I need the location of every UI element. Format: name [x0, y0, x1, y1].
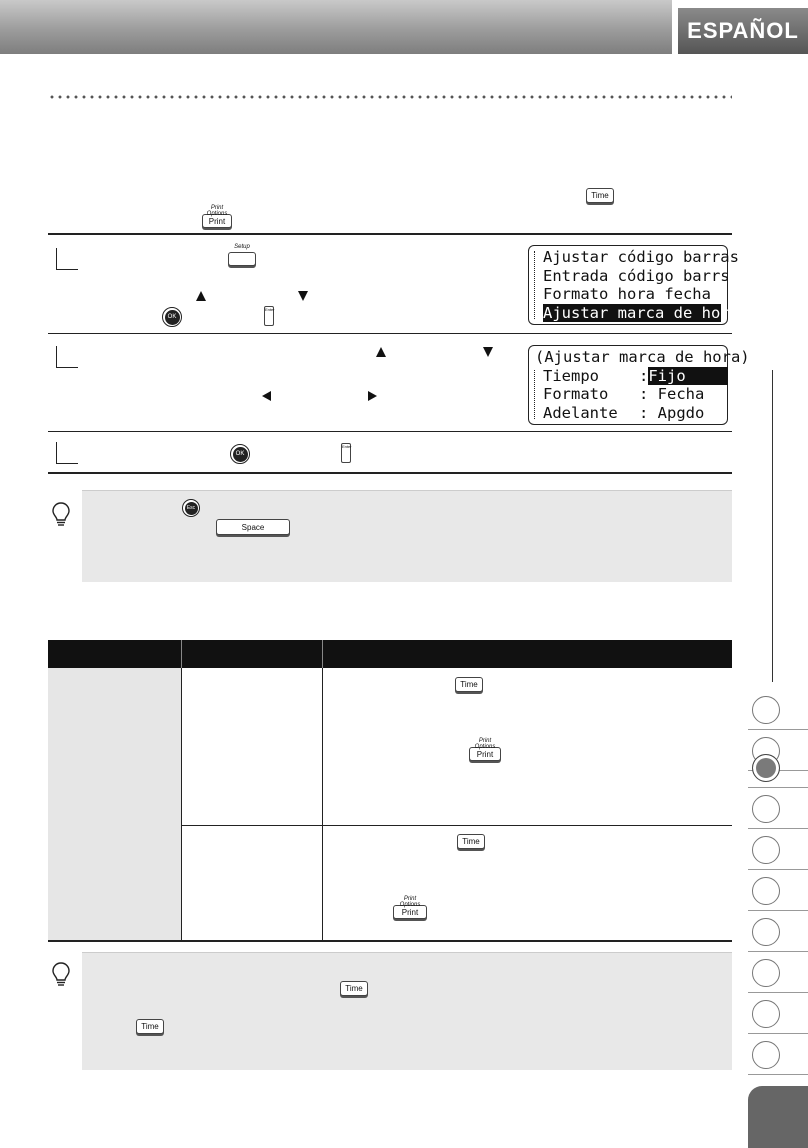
chapter-circle-icon [752, 877, 780, 905]
ok-key-icon: OK [162, 307, 182, 327]
step-rule [48, 431, 732, 432]
lcd-setting-row: Tiempo :Fijo [535, 367, 721, 386]
chapter-tab[interactable] [748, 690, 808, 730]
table-column-divider [181, 668, 182, 940]
lcd-menu-line-selected: Ajustar marca de hora [543, 303, 739, 322]
lightbulb-icon [52, 962, 70, 988]
arrow-up-icon [376, 347, 386, 357]
chapter-circle-icon [752, 1000, 780, 1028]
enter-key-icon: Enter [341, 443, 351, 463]
lcd-scrollbar [534, 251, 537, 319]
time-key-icon: Time [457, 834, 485, 849]
step-2-marker [56, 346, 78, 368]
lcd-menu-line: Entrada código barrs [543, 266, 730, 285]
chapter-tab[interactable] [748, 953, 808, 993]
time-key-icon: Time [136, 1019, 164, 1034]
lcd-scrollbar [534, 370, 537, 419]
step-rule [48, 333, 732, 334]
table-first-column-cell [48, 668, 181, 940]
print-key-icon: Print Options Print [202, 214, 232, 228]
chapter-circle-icon [752, 836, 780, 864]
chapter-tab[interactable] [748, 912, 808, 952]
dotted-separator [48, 95, 732, 99]
print-key-icon: Print Options Print [393, 905, 427, 919]
chapter-circle-icon [752, 959, 780, 987]
chapter-tab-active[interactable] [748, 748, 808, 788]
section-rule-bottom [48, 472, 732, 474]
chapter-tab[interactable] [748, 994, 808, 1034]
arrow-up-icon [196, 291, 206, 301]
chapter-circle-icon [752, 1041, 780, 1069]
arrow-right-icon [368, 391, 377, 401]
arrow-down-icon [483, 347, 493, 357]
chapter-tab[interactable] [748, 789, 808, 829]
chapter-circle-icon [752, 918, 780, 946]
table-bottom-rule [48, 940, 732, 942]
chapter-tab[interactable] [748, 1035, 808, 1075]
space-key-icon: Space [216, 519, 290, 535]
lcd-settings-title: (Ajustar marca de hora) [535, 348, 750, 366]
time-key-icon: Time [586, 188, 614, 203]
page-number-tab [748, 1086, 808, 1148]
lcd-settings-display [528, 345, 750, 425]
setup-key-icon: Setup [228, 252, 256, 266]
time-key-icon: Time [455, 677, 483, 692]
lcd-menu-line: Ajustar código barras [543, 248, 739, 266]
enter-key-icon: Enter [264, 306, 274, 326]
table-header [48, 640, 732, 668]
section-rule-top [48, 233, 732, 235]
lcd-menu-display [528, 245, 739, 325]
time-key-icon: Time [340, 981, 368, 996]
table-column-divider [322, 668, 323, 940]
header-band [0, 0, 672, 54]
arrow-down-icon [298, 291, 308, 301]
lcd-menu-line: Formato hora fecha [543, 285, 711, 303]
lcd-setting-row: Adelante : Apgdo [543, 403, 705, 422]
chapter-circle-icon [752, 754, 780, 782]
note-box [82, 490, 732, 582]
print-key-icon: Print Options Print [469, 747, 501, 761]
step-1-marker [56, 248, 78, 270]
chapter-circle-icon [752, 795, 780, 823]
note-box [82, 952, 732, 1070]
chapter-tab[interactable] [748, 830, 808, 870]
language-tab: ESPAÑOL [678, 8, 808, 54]
lcd-setting-row: Formato : Fecha [543, 385, 705, 403]
esc-key-icon: Esc [182, 499, 200, 517]
ok-key-icon: OK [230, 444, 250, 464]
arrow-left-icon [262, 391, 271, 401]
side-vertical-line [772, 370, 773, 682]
chapter-circle-icon [752, 696, 780, 724]
table-row-divider [181, 825, 732, 826]
lightbulb-icon [52, 502, 70, 528]
chapter-tab[interactable] [748, 871, 808, 911]
step-3-marker [56, 442, 78, 464]
